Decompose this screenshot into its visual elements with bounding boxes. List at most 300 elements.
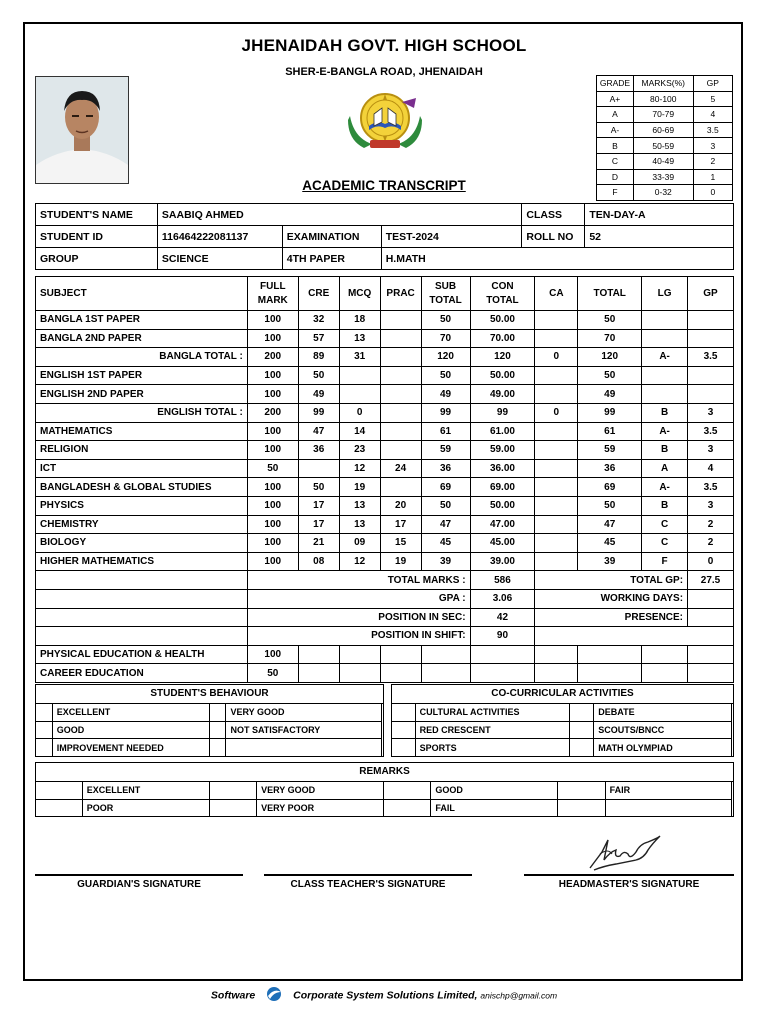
footer-company: Corporate System Solutions Limited, — [293, 989, 478, 1002]
mark-gp: 4 — [688, 459, 734, 478]
mark-full: 100 — [247, 385, 298, 404]
mark-ca — [535, 329, 578, 348]
mark-total: 45 — [578, 534, 642, 553]
mark-cre: 50 — [298, 478, 339, 497]
subject-name: BANGLA 1ST PAPER — [36, 311, 248, 330]
mark-cre: 32 — [298, 311, 339, 330]
roll-value: 52 — [585, 226, 734, 248]
mark-sub: 59 — [421, 441, 470, 460]
summary-row — [36, 589, 734, 608]
mark-full: 100 — [247, 311, 298, 330]
mark-cre — [298, 459, 339, 478]
mark-sub: 99 — [421, 403, 470, 422]
mark-cre: 21 — [298, 534, 339, 553]
remarks-option-label: FAIL — [431, 799, 557, 817]
subject-row — [36, 515, 734, 534]
transcript-title: ACADEMIC TRANSCRIPT — [302, 178, 466, 193]
mark-ca — [535, 441, 578, 460]
class-label: CLASS — [522, 204, 585, 226]
school-name: JHENAIDAH GOVT. HIGH SCHOOL — [241, 36, 527, 55]
company-logo-icon — [264, 986, 284, 1005]
subject-row — [36, 329, 734, 348]
mark-ca — [535, 366, 578, 385]
cocurricular-box — [391, 684, 734, 757]
extra-subject-row — [36, 645, 734, 664]
mark-total: 36 — [578, 459, 642, 478]
subject-name: BANGLADESH & GLOBAL STUDIES — [36, 478, 248, 497]
cocurricular-option-label: DEBATE — [594, 704, 732, 722]
grade-scale-cell: 33-39 — [633, 169, 693, 185]
behaviour-box — [35, 684, 384, 757]
cre-header: CRE — [298, 277, 339, 311]
mark-mcq: 31 — [339, 348, 380, 367]
grade-scale-cell: F — [597, 185, 634, 201]
mark-cre: 99 — [298, 403, 339, 422]
cocurricular-checkbox[interactable] — [392, 739, 416, 757]
subject-name: HIGHER MATHEMATICS — [36, 552, 248, 571]
grade-scale-cell: 80-100 — [633, 91, 693, 107]
mark-prac: 15 — [380, 534, 421, 553]
behaviour-option-label: NOT SATISFACTORY — [226, 721, 382, 739]
grade-scale-header: MARKS(%) — [633, 76, 693, 92]
mark-mcq: 12 — [339, 459, 380, 478]
subject-name: PHYSICS — [36, 496, 248, 515]
grade-scale-table — [596, 75, 733, 201]
remarks-checkbox[interactable] — [210, 782, 257, 800]
mark-gp: 3.5 — [688, 348, 734, 367]
cocurricular-checkbox[interactable] — [392, 721, 416, 739]
subject-row — [36, 422, 734, 441]
mark-prac: 19 — [380, 552, 421, 571]
summary-blank — [36, 571, 248, 590]
summary-blank — [36, 589, 248, 608]
summary-label: PRESENCE: — [535, 608, 688, 627]
marks-header-row — [36, 277, 734, 311]
grade-scale-cell: A — [597, 107, 634, 123]
remarks-title: REMARKS — [36, 763, 733, 782]
mark-full: 100 — [247, 329, 298, 348]
grade-scale-cell: C — [597, 153, 634, 169]
mark-mcq: 13 — [339, 496, 380, 515]
subject-row — [36, 478, 734, 497]
grade-scale-row — [597, 122, 733, 138]
mark-lg — [642, 311, 688, 330]
mark-ca — [535, 478, 578, 497]
summary-value: 90 — [470, 627, 535, 646]
subject-header: SUBJECT — [36, 277, 248, 311]
empty-cell — [298, 645, 339, 664]
headmaster-signature-label: HEADMASTER'S SIGNATURE — [558, 879, 700, 890]
mark-total: 120 — [578, 348, 642, 367]
remarks-checkbox[interactable] — [36, 799, 83, 817]
empty-cell — [380, 645, 421, 664]
behaviour-row — [36, 704, 382, 722]
mark-cre: 89 — [298, 348, 339, 367]
mark-total: 99 — [578, 403, 642, 422]
summary-label: TOTAL GP: — [535, 571, 688, 590]
mark-sub: 61 — [421, 422, 470, 441]
empty-cell — [298, 664, 339, 683]
summary-row — [36, 571, 734, 590]
summary-value: 42 — [470, 608, 535, 627]
sub-total-header: SUB TOTAL — [421, 277, 470, 311]
mark-prac: 20 — [380, 496, 421, 515]
mark-full: 100 — [247, 366, 298, 385]
fourth-paper-value: H.MATH — [381, 248, 733, 270]
behaviour-option-label: EXCELLENT — [52, 704, 209, 722]
subject-name: CAREER EDUCATION — [36, 664, 248, 683]
subject-name: ICT — [36, 459, 248, 478]
mark-lg — [642, 385, 688, 404]
subject-total-row — [36, 348, 734, 367]
subject-row — [36, 385, 734, 404]
behaviour-checkbox[interactable] — [209, 721, 226, 739]
mark-gp: 3.5 — [688, 422, 734, 441]
grade-scale-cell: 40-49 — [633, 153, 693, 169]
mark-prac — [380, 478, 421, 497]
grade-scale-header-row — [597, 76, 733, 92]
mark-gp: 0 — [688, 552, 734, 571]
empty-cell — [688, 664, 734, 683]
mark-gp: 2 — [688, 534, 734, 553]
examination-value: TEST-2024 — [381, 226, 522, 248]
cocurricular-option-label: RED CRESCENT — [415, 721, 569, 739]
mark-mcq: 0 — [339, 403, 380, 422]
mark-ca — [535, 496, 578, 515]
mark-full: 100 — [247, 422, 298, 441]
mark-lg: A- — [642, 478, 688, 497]
mark-con: 61.00 — [470, 422, 535, 441]
prac-header: PRAC — [380, 277, 421, 311]
subject-name: ENGLISH 2ND PAPER — [36, 385, 248, 404]
class-value: TEN-DAY-A — [585, 204, 734, 226]
summary-label: POSITION IN SEC: — [247, 608, 470, 627]
mark-full: 200 — [247, 403, 298, 422]
cocurricular-checkbox[interactable] — [392, 704, 416, 722]
grade-scale-cell: 2 — [693, 153, 732, 169]
subject-row — [36, 311, 734, 330]
cocurricular-checkbox[interactable] — [569, 721, 594, 739]
guardian-signature-line — [35, 874, 243, 876]
subject-name: BANGLA TOTAL : — [36, 348, 248, 367]
mark-con: 49.00 — [470, 385, 535, 404]
mark-mcq: 18 — [339, 311, 380, 330]
mark-cre: 17 — [298, 496, 339, 515]
grade-scale-cell: 3 — [693, 138, 732, 154]
total-header: TOTAL — [578, 277, 642, 311]
summary-value — [688, 589, 734, 608]
extra-subject-row — [36, 664, 734, 683]
mark-con: 59.00 — [470, 441, 535, 460]
empty-cell — [578, 664, 642, 683]
mark-sub: 45 — [421, 534, 470, 553]
grade-scale-cell: 50-59 — [633, 138, 693, 154]
grade-scale-row — [597, 107, 733, 123]
mark-full: 100 — [247, 441, 298, 460]
subject-name: PHYSICAL EDUCATION & HEALTH — [36, 645, 248, 664]
behaviour-table — [35, 703, 382, 757]
mark-mcq — [339, 366, 380, 385]
grade-scale-cell: 1 — [693, 169, 732, 185]
grade-scale-row — [597, 185, 733, 201]
subject-row — [36, 552, 734, 571]
mark-con: 45.00 — [470, 534, 535, 553]
mark-sub: 69 — [421, 478, 470, 497]
mark-lg: B — [642, 403, 688, 422]
remarks-checkbox[interactable] — [36, 782, 83, 800]
mark-lg: B — [642, 441, 688, 460]
behaviour-option-label: IMPROVEMENT NEEDED — [52, 739, 209, 757]
remarks-checkbox[interactable] — [557, 782, 605, 800]
behaviour-option-label: VERY GOOD — [226, 704, 382, 722]
lg-header: LG — [642, 277, 688, 311]
mark-full: 200 — [247, 348, 298, 367]
behaviour-checkbox[interactable] — [36, 704, 53, 722]
grade-scale-cell: 0-32 — [633, 185, 693, 201]
behaviour-option-label: GOOD — [52, 721, 209, 739]
cocurricular-option-label: SCOUTS/BNCC — [594, 721, 732, 739]
mcq-header: MCQ — [339, 277, 380, 311]
subject-row — [36, 366, 734, 385]
mark-con: 39.00 — [470, 552, 535, 571]
summary-blank — [535, 627, 734, 646]
behaviour-checkbox[interactable] — [209, 704, 226, 722]
remarks-option-label: FAIR — [605, 782, 731, 800]
mark-gp — [688, 329, 734, 348]
summary-value: 586 — [470, 571, 535, 590]
mark-gp: 3 — [688, 441, 734, 460]
mark-lg — [642, 329, 688, 348]
empty-cell — [578, 645, 642, 664]
summary-row — [36, 627, 734, 646]
empty-cell — [421, 645, 470, 664]
mark-sub: 50 — [421, 496, 470, 515]
remarks-option-label — [605, 799, 731, 817]
behaviour-row — [36, 739, 382, 757]
mark-ca — [535, 385, 578, 404]
mark-ca — [535, 311, 578, 330]
cocurricular-row — [392, 704, 732, 722]
mark-con: 70.00 — [470, 329, 535, 348]
empty-cell — [339, 664, 380, 683]
student-info-table — [35, 203, 734, 270]
cocurricular-row — [392, 721, 732, 739]
mark-lg: A — [642, 459, 688, 478]
mark-prac: 24 — [380, 459, 421, 478]
class-teacher-signature-line — [264, 874, 472, 876]
grade-scale-row — [597, 153, 733, 169]
mark-sub: 50 — [421, 311, 470, 330]
summary-blank — [36, 627, 248, 646]
mark-total: 70 — [578, 329, 642, 348]
school-address: SHER-E-BANGLA ROAD, JHENAIDAH — [285, 66, 483, 78]
remarks-checkbox[interactable] — [383, 799, 431, 817]
mark-ca — [535, 534, 578, 553]
mark-cre: 50 — [298, 366, 339, 385]
mark-con: 50.00 — [470, 366, 535, 385]
mark-prac — [380, 311, 421, 330]
mark-mcq: 13 — [339, 329, 380, 348]
mark-lg: F — [642, 552, 688, 571]
mark-sub: 70 — [421, 329, 470, 348]
mark-ca: 0 — [535, 348, 578, 367]
mark-sub: 47 — [421, 515, 470, 534]
school-logo — [344, 88, 426, 156]
mark-full: 100 — [247, 645, 298, 664]
summary-value: 27.5 — [688, 571, 734, 590]
headmaster-signature-line — [524, 874, 734, 876]
grade-scale-header: GRADE — [597, 76, 634, 92]
empty-cell — [470, 645, 535, 664]
full-mark-header: FULL MARK — [247, 277, 298, 311]
subject-row — [36, 441, 734, 460]
mark-gp: 3 — [688, 496, 734, 515]
mark-con: 50.00 — [470, 311, 535, 330]
remarks-option-label: VERY POOR — [257, 799, 384, 817]
empty-cell — [380, 664, 421, 683]
behaviour-title: STUDENT'S BEHAVIOUR — [36, 685, 383, 704]
grade-scale-cell: B — [597, 138, 634, 154]
grade-scale-cell: 3.5 — [693, 122, 732, 138]
grade-scale-cell: A+ — [597, 91, 634, 107]
mark-prac — [380, 366, 421, 385]
mark-full: 50 — [247, 459, 298, 478]
mark-prac — [380, 329, 421, 348]
empty-cell — [421, 664, 470, 683]
mark-total: 49 — [578, 385, 642, 404]
empty-cell — [535, 664, 578, 683]
group-value: SCIENCE — [157, 248, 282, 270]
summary-row — [36, 608, 734, 627]
empty-cell — [470, 664, 535, 683]
mark-total: 50 — [578, 311, 642, 330]
behaviour-checkbox[interactable] — [209, 739, 226, 757]
mark-prac — [380, 441, 421, 460]
mark-full: 50 — [247, 664, 298, 683]
mark-ca — [535, 515, 578, 534]
mark-total: 59 — [578, 441, 642, 460]
empty-cell — [535, 645, 578, 664]
mark-gp — [688, 311, 734, 330]
mark-mcq: 14 — [339, 422, 380, 441]
grade-scale-row — [597, 138, 733, 154]
remarks-checkbox[interactable] — [383, 782, 431, 800]
grade-scale-cell: 0 — [693, 185, 732, 201]
guardian-signature-label: GUARDIAN'S SIGNATURE — [77, 879, 201, 890]
con-total-header: CON TOTAL — [470, 277, 535, 311]
subject-name: ENGLISH TOTAL : — [36, 403, 248, 422]
mark-lg: A- — [642, 422, 688, 441]
mark-gp — [688, 366, 734, 385]
remarks-checkbox[interactable] — [557, 799, 605, 817]
cocurricular-checkbox[interactable] — [569, 739, 594, 757]
student-id-label: STUDENT ID — [36, 226, 158, 248]
grade-scale-cell: D — [597, 169, 634, 185]
behaviour-checkbox[interactable] — [36, 739, 53, 757]
cocurricular-option-label: MATH OLYMPIAD — [594, 739, 732, 757]
grade-scale-cell: 4 — [693, 107, 732, 123]
mark-full: 100 — [247, 534, 298, 553]
cocurricular-checkbox[interactable] — [569, 704, 594, 722]
grade-scale-row — [597, 169, 733, 185]
mark-cre: 17 — [298, 515, 339, 534]
summary-label: POSITION IN SHIFT: — [247, 627, 470, 646]
behaviour-checkbox[interactable] — [36, 721, 53, 739]
mark-gp: 3 — [688, 403, 734, 422]
student-photo — [35, 76, 129, 184]
student-name-label: STUDENT'S NAME — [36, 204, 158, 226]
cocurricular-option-label: CULTURAL ACTIVITIES — [415, 704, 569, 722]
mark-mcq — [339, 385, 380, 404]
mark-mcq: 19 — [339, 478, 380, 497]
grade-scale-row — [597, 91, 733, 107]
grade-scale-cell: 70-79 — [633, 107, 693, 123]
mark-con: 120 — [470, 348, 535, 367]
subject-name: BANGLA 2ND PAPER — [36, 329, 248, 348]
mark-prac — [380, 385, 421, 404]
cocurricular-row — [392, 739, 732, 757]
mark-full: 100 — [247, 478, 298, 497]
mark-lg — [642, 366, 688, 385]
mark-prac — [380, 403, 421, 422]
mark-ca — [535, 459, 578, 478]
mark-lg: A- — [642, 348, 688, 367]
subject-name: RELIGION — [36, 441, 248, 460]
gp-header: GP — [688, 277, 734, 311]
mark-sub: 39 — [421, 552, 470, 571]
class-teacher-signature-label: CLASS TEACHER'S SIGNATURE — [290, 879, 446, 890]
mark-full: 100 — [247, 552, 298, 571]
mark-cre: 36 — [298, 441, 339, 460]
grade-scale-cell: 60-69 — [633, 122, 693, 138]
subject-row — [36, 459, 734, 478]
empty-cell — [688, 645, 734, 664]
subject-total-row — [36, 403, 734, 422]
subject-name: ENGLISH 1ST PAPER — [36, 366, 248, 385]
mark-total: 47 — [578, 515, 642, 534]
footer-software-label: Software — [210, 989, 256, 1002]
mark-mcq: 12 — [339, 552, 380, 571]
mark-sub: 49 — [421, 385, 470, 404]
mark-mcq: 09 — [339, 534, 380, 553]
subject-row — [36, 496, 734, 515]
remarks-row — [36, 799, 732, 817]
mark-prac — [380, 348, 421, 367]
mark-lg: C — [642, 515, 688, 534]
student-id-value: 116464222081137 — [157, 226, 282, 248]
cocurricular-table — [391, 703, 732, 757]
grade-scale-cell: 5 — [693, 91, 732, 107]
remarks-option-label: EXCELLENT — [82, 782, 210, 800]
summary-value: 3.06 — [470, 589, 535, 608]
mark-prac — [380, 422, 421, 441]
examination-label: EXAMINATION — [282, 226, 381, 248]
cocurricular-title: CO-CURRICULAR ACTIVITIES — [392, 685, 733, 704]
behaviour-option-label — [226, 739, 382, 757]
mark-cre: 47 — [298, 422, 339, 441]
mark-total: 61 — [578, 422, 642, 441]
mark-con: 50.00 — [470, 496, 535, 515]
ca-header: CA — [535, 277, 578, 311]
mark-sub: 36 — [421, 459, 470, 478]
footer — [0, 986, 768, 1005]
cocurricular-option-label: SPORTS — [415, 739, 569, 757]
mark-mcq: 13 — [339, 515, 380, 534]
mark-con: 99 — [470, 403, 535, 422]
remarks-checkbox[interactable] — [210, 799, 257, 817]
mark-ca: 0 — [535, 403, 578, 422]
summary-value — [688, 608, 734, 627]
